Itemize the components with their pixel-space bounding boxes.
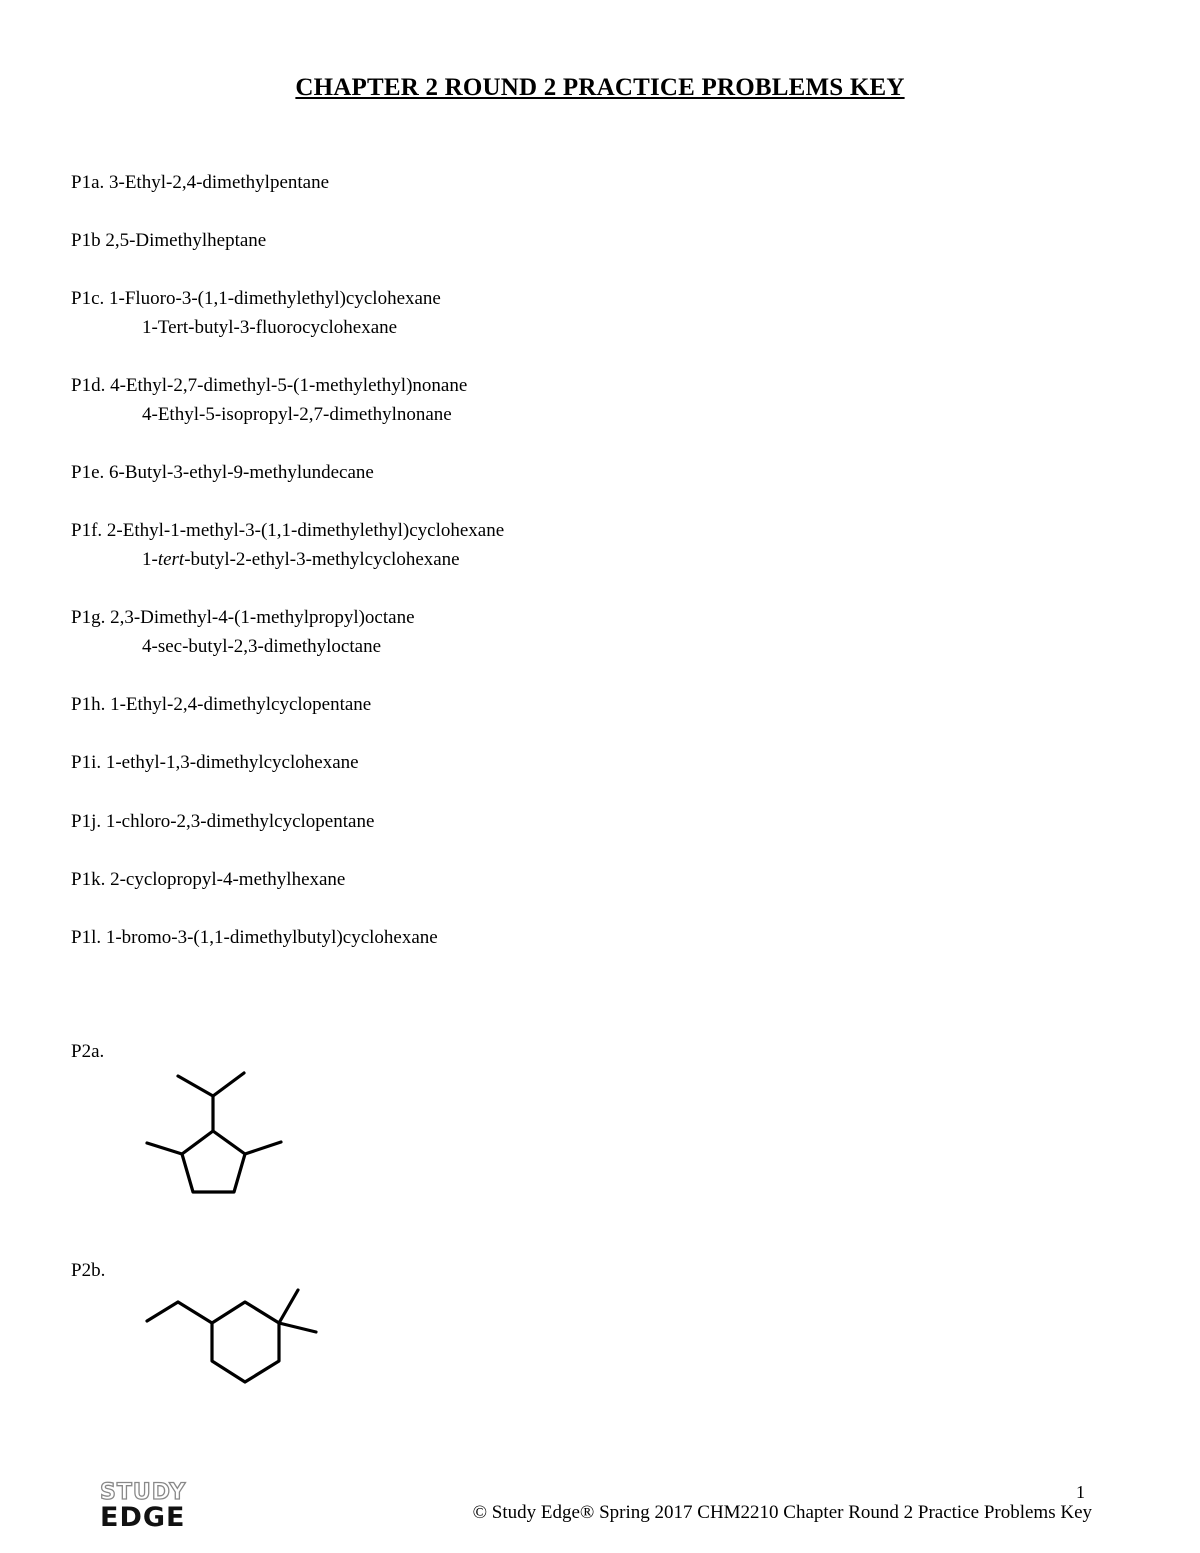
- logo-line-edge: EDGE: [100, 1502, 186, 1533]
- answer-line: P1g. 2,3-Dimethyl-4-(1-methylpropyl)octane: [71, 607, 415, 628]
- answer-line: P1k. 2-cyclopropyl-4-methylhexane: [71, 869, 346, 890]
- bond: [245, 1142, 281, 1154]
- page-title: CHAPTER 2 ROUND 2 PRACTICE PROBLEMS KEY: [295, 74, 905, 101]
- answer-line-alt: 4-sec-butyl-2,3-dimethyloctane: [142, 636, 382, 657]
- study-edge-logo: [100, 1482, 210, 1531]
- answer-p1i: [71, 748, 359, 777]
- bond: [213, 1073, 244, 1096]
- answer-text: -butyl-2-ethyl-3-methylcyclohexane: [184, 549, 460, 570]
- answer-line: P1j. 1-chloro-2,3-dimethylcyclopentane: [71, 811, 375, 832]
- answer-line: P1i. 1-ethyl-1,3-dimethylcyclohexane: [71, 752, 359, 773]
- answer-line-alt: 1-Tert-butyl-3-fluorocyclohexane: [142, 317, 398, 338]
- bond: [178, 1302, 212, 1323]
- answer-p1l: [71, 923, 438, 952]
- cyclopentane-ring: [182, 1131, 245, 1192]
- answer-italic-text: tert: [157, 549, 185, 570]
- answer-line: P1e. 6-Butyl-3-ethyl-9-methylundecane: [71, 462, 374, 483]
- answer-line: P1h. 1-Ethyl-2,4-dimethylcyclopentane: [71, 694, 372, 715]
- answer-p1b: [71, 226, 266, 255]
- answer-line-alt: [71, 545, 504, 574]
- answer-p1e: [71, 458, 374, 487]
- answer-p1f: [71, 516, 504, 574]
- structure-label-p2a: P2a.: [71, 1041, 105, 1062]
- footer-copyright: © Study Edge® Spring 2017 CHM2210 Chapter Round 2 Practice Problems Key: [472, 1502, 1092, 1523]
- page-number: 1: [1076, 1482, 1085, 1502]
- answer-p1c: [71, 284, 441, 342]
- bond: [178, 1076, 213, 1096]
- answer-p1j: [71, 807, 374, 836]
- structure-p2a: [130, 1060, 300, 1210]
- structure-p2b: [130, 1280, 330, 1395]
- answer-line: P1f. 2-Ethyl-1-methyl-3-(1,1-dimethylethyl)cyclohexane: [71, 520, 505, 541]
- structure-label-p2b: P2b.: [71, 1260, 106, 1281]
- answer-p1k: [71, 865, 345, 894]
- bond: [147, 1143, 182, 1154]
- answer-p1h: [71, 690, 371, 719]
- answer-p1a: [71, 168, 329, 197]
- answer-line: P1c. 1-Fluoro-3-(1,1-dimethylethyl)cyclohexane: [71, 288, 441, 309]
- answer-line: P1a. 3-Ethyl-2,4-dimethylpentane: [71, 172, 330, 193]
- bond: [279, 1290, 298, 1323]
- answer-p1g: [71, 603, 415, 661]
- answer-line: P1b 2,5-Dimethylheptane: [71, 230, 267, 251]
- answer-text: 1-: [142, 549, 158, 570]
- bond: [279, 1323, 316, 1332]
- logo-line-study: STUDY: [100, 1480, 187, 1505]
- answer-line: P1l. 1-bromo-3-(1,1-dimethylbutyl)cyclohexane: [71, 927, 438, 948]
- bond: [147, 1302, 178, 1321]
- cyclohexane-ring: [212, 1302, 279, 1382]
- answer-line-alt: 4-Ethyl-5-isopropyl-2,7-dimethylnonane: [142, 404, 452, 425]
- answer-line: P1d. 4-Ethyl-2,7-dimethyl-5-(1-methylethyl)nonane: [71, 375, 468, 396]
- answer-p1d: [71, 371, 467, 429]
